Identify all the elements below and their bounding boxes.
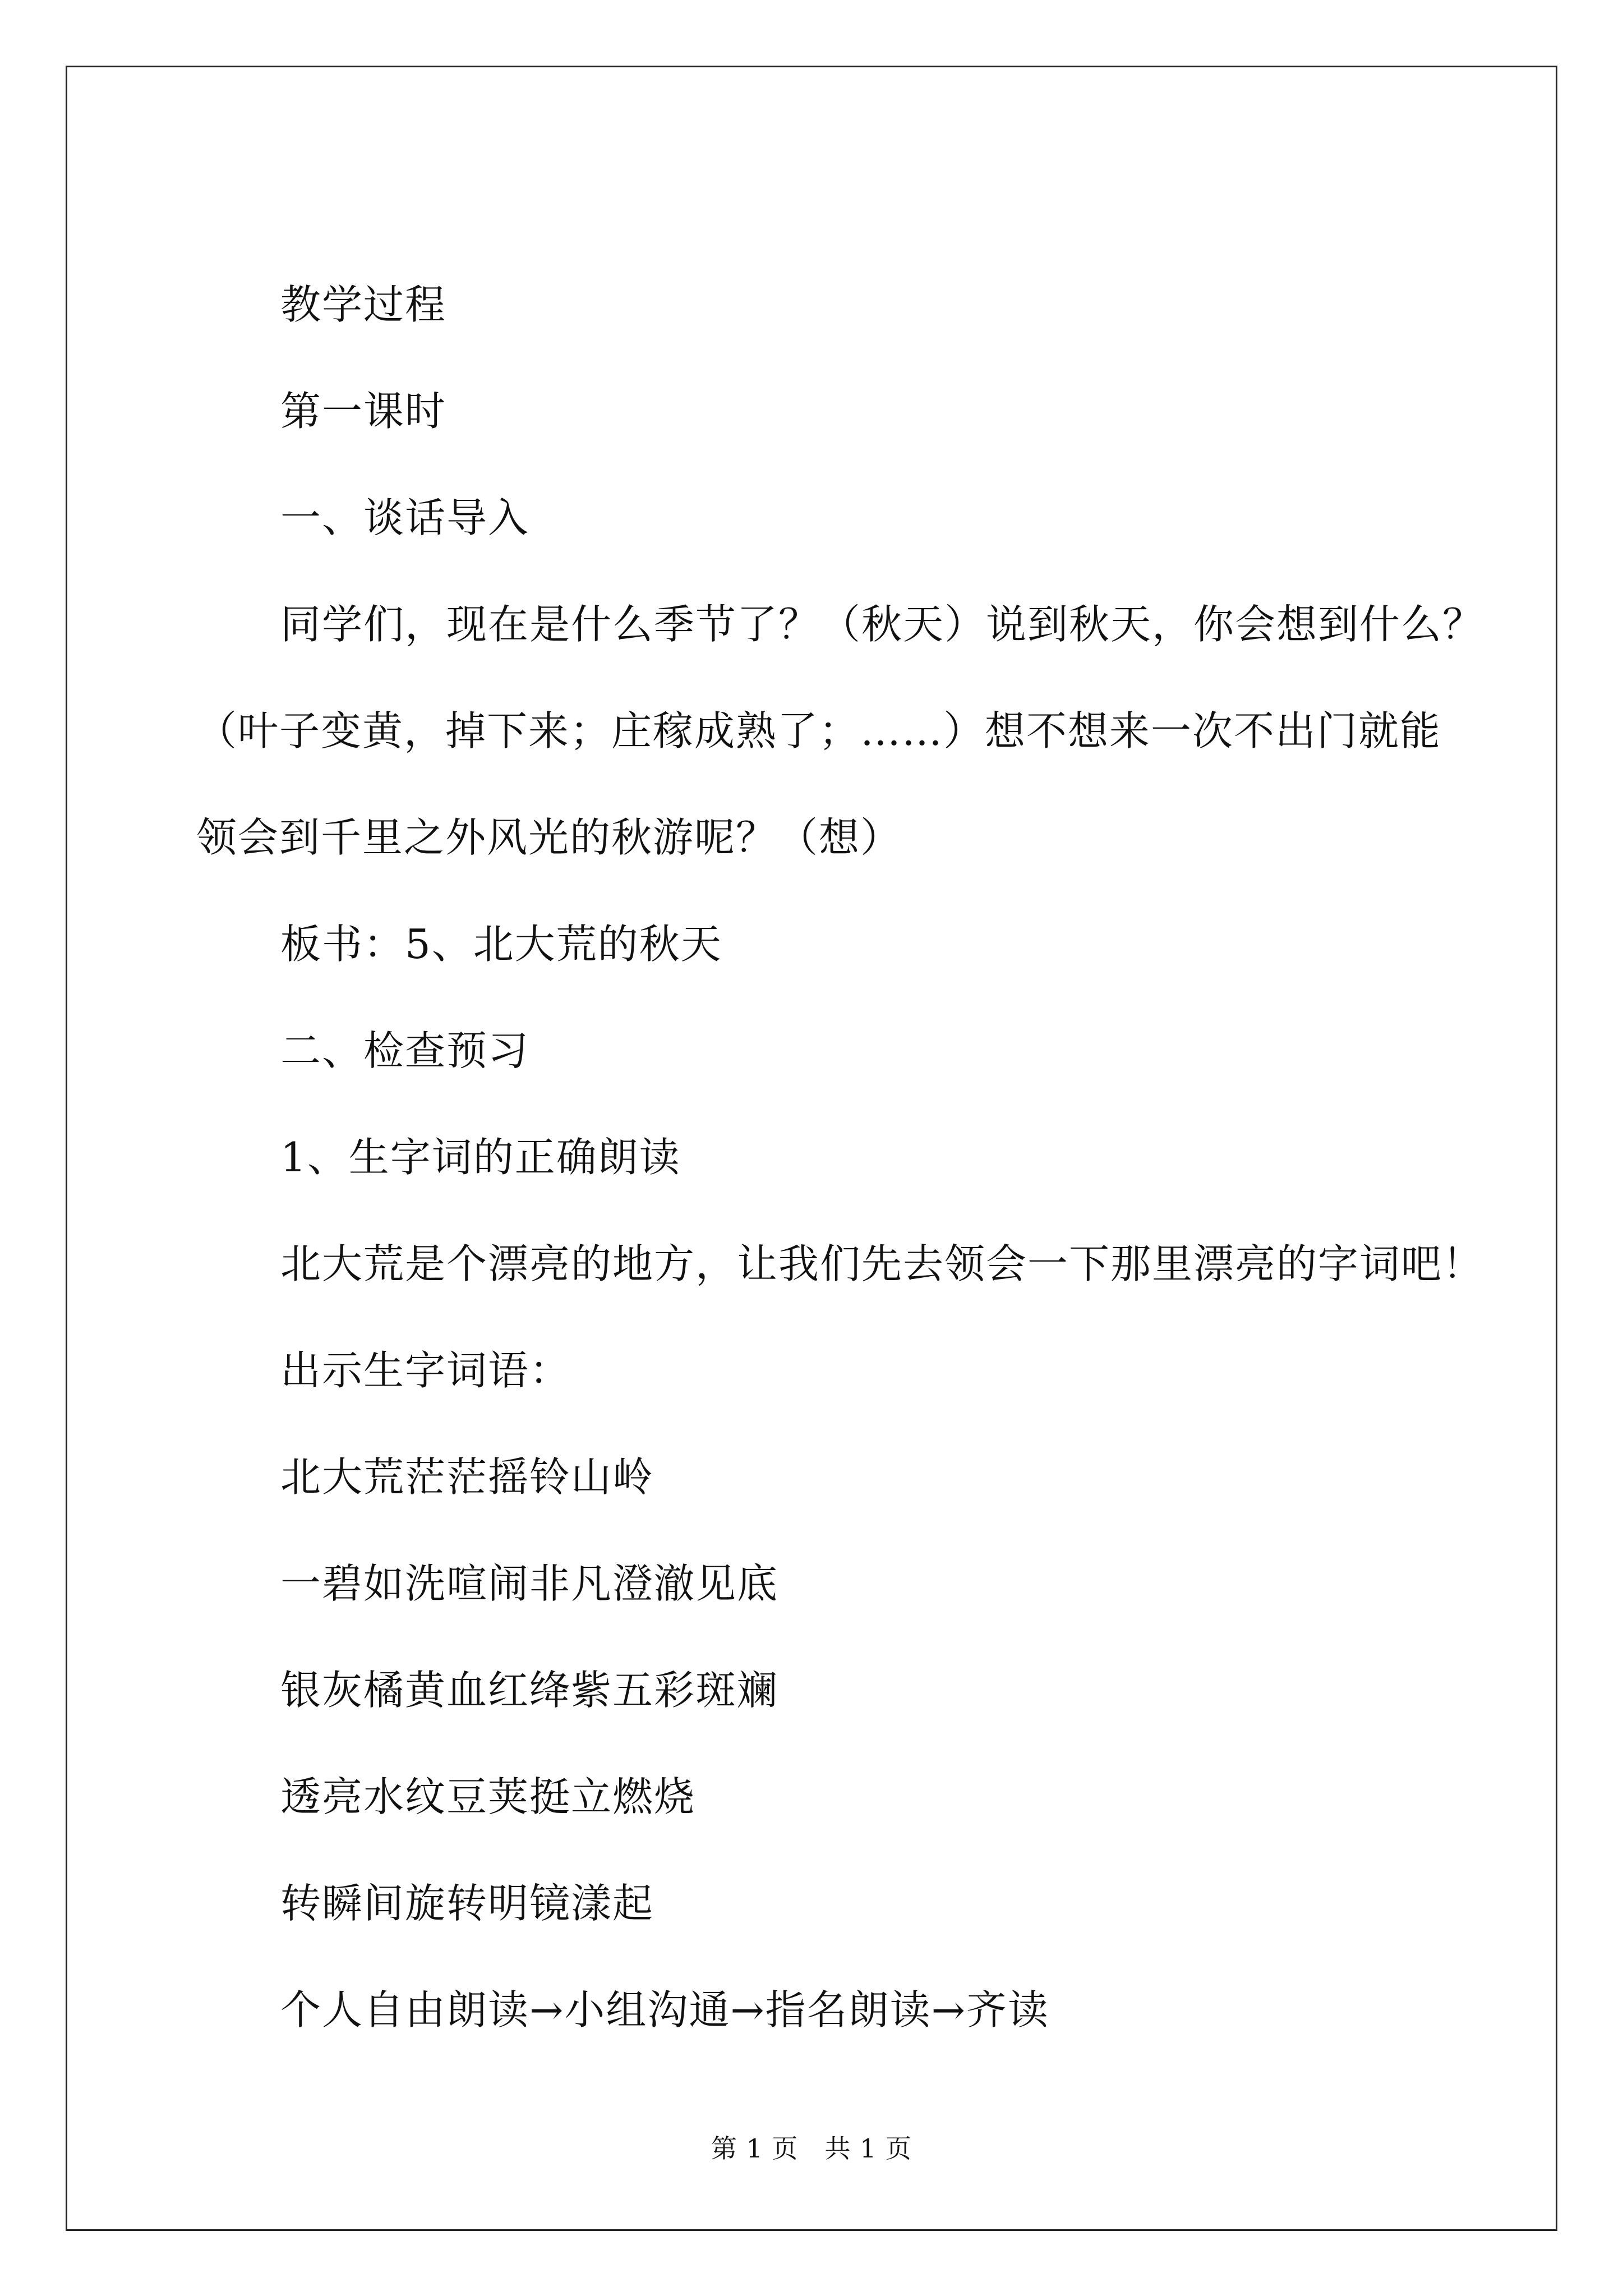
line-heading-process: 教学过程 [280, 281, 447, 328]
line-words-4: 透亮水纹豆荚挺立燃烧 [280, 1773, 696, 1820]
line-subsection-1: 1、生字词的正确朗读 [280, 1134, 681, 1181]
line-section-intro: 一、谈话导入 [280, 494, 530, 541]
line-board-title: 板书：5、北大荒的秋天 [280, 921, 722, 968]
line-show-words: 出示生字词语： [280, 1347, 571, 1394]
line-paragraph-3: 领会到千里之外风光的秋游呢？（想） [196, 814, 902, 861]
line-first-lesson: 第一课时 [280, 388, 447, 435]
line-paragraph-2: （叶子变黄，掉下来；庄稼成熟了；……）想不想来一次不出门就能 [196, 707, 1442, 754]
line-words-5: 转瞬间旋转明镜漾起 [280, 1880, 654, 1927]
line-paragraph-1: 同学们，现在是什么季节了？（秋天）说到秋天，你会想到什么？ [280, 601, 1484, 648]
line-words-3: 银灰橘黄血红绛紫五彩斑斓 [280, 1667, 779, 1714]
line-words-1: 北大荒茫茫摇铃山岭 [280, 1453, 654, 1501]
line-paragraph-4: 北大荒是个漂亮的地方，让我们先去领会一下那里漂亮的字词吧！ [280, 1240, 1484, 1287]
line-words-2: 一碧如洗喧闹非凡澄澈见底 [280, 1560, 779, 1607]
line-section-preview: 二、检查预习 [280, 1027, 530, 1074]
page-border [66, 66, 1557, 2231]
line-reading-steps: 个人自由朗读→小组沟通→指名朗读→齐读 [280, 1986, 1049, 2033]
page-footer: 第 1 页 共 1 页 [711, 2133, 912, 2164]
page-content [67, 67, 1556, 2229]
